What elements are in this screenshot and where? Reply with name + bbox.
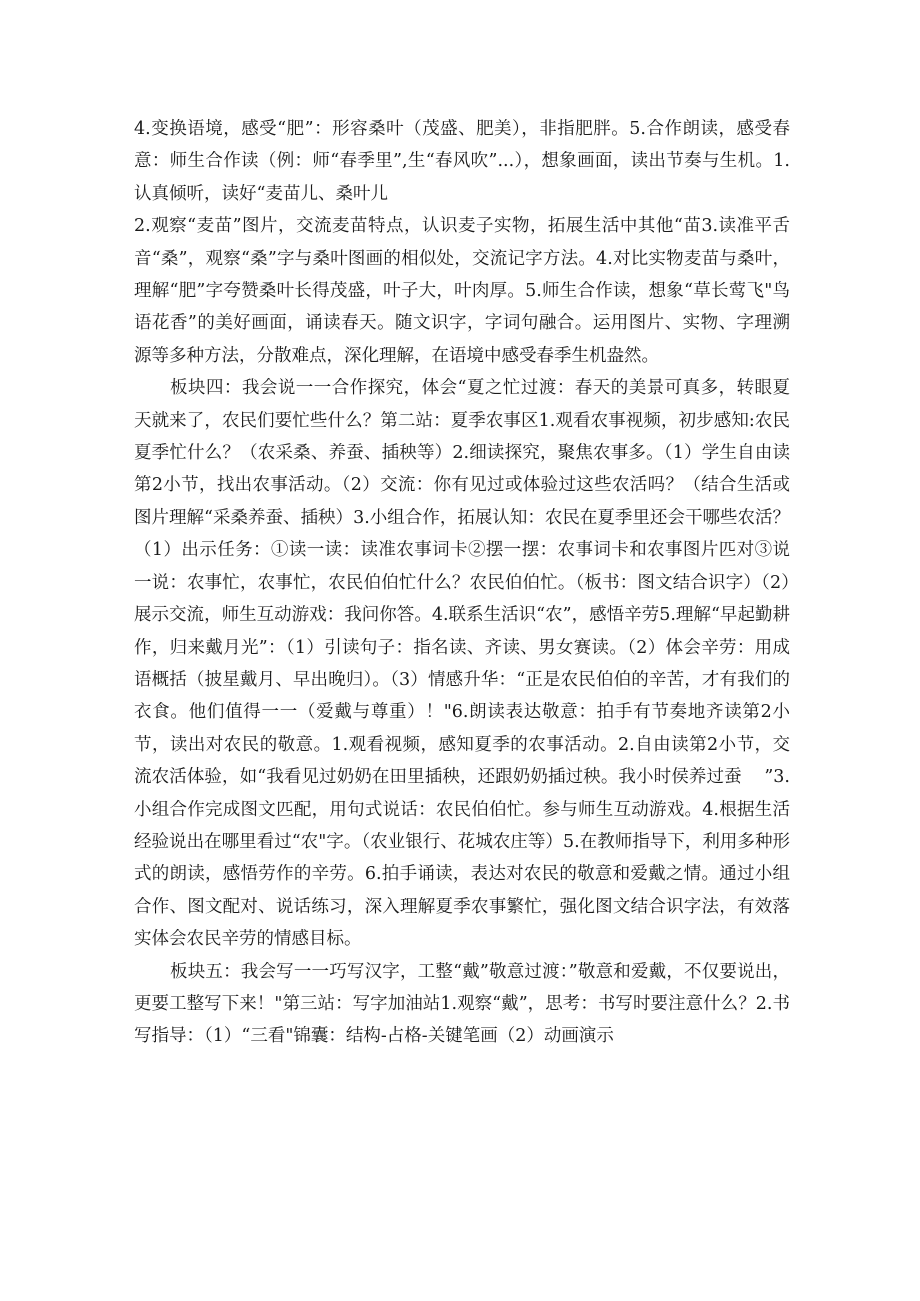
paragraph-intro: 4.变换语境，感受“肥”：形容桑叶（茂盛、肥美），非指肥胖。5.合作朗读，感受春意：师生合作读（例：师“春季里”,生“春风吹”...），想象画面，读出节奏与生机。1.认真倾听，读好“麦苗儿、桑叶儿 — [134, 119, 790, 204]
document-body — [134, 113, 790, 1053]
paragraph-section-four: 板块四：我会说一一合作探究，体会“夏之忙过渡：春天的美景可真多，转眼夏天就来了，农民们要忙些什么？第二站：夏季农事区1.观看农事视频，初步感知:农民夏季忙什么？（农采桑、养蚕、插秧等）2.细读探究，聚焦农事多。（1）学生自由读第2小节，找出农事活动。（2）交流：你有见过或体验过这些农活吗？（结合生活或图片理解“采桑养蚕、插秧）3.小组合作，拓展认知：农民在夏季里还会干哪些农活？（1）出示任务：①读一读：读准农事词卡②摆一摆：农事词卡和农事图片匹对③说一说：农事忙，农事忙，农民伯伯忙什么？农民伯伯忙。（板书：图文结合识字）（2）展示交流，师生互动游戏：我问你答。4.联系生活识“农”，感悟辛劳5.理解“早起勤耕作，归来戴月光”：（1）引读句子：指名读、齐读、男女赛读。（2）体会辛劳：用成语概括（披星戴月、早出晚归）。（3）情感升华：“正是农民伯伯的辛苦，才有我们的衣食。他们值得一一（爱戴与尊重）！"6.朗读表达敬意：拍手有节奏地齐读第2小节，读出对农民的敬意。1.观看视频，感知夏季的农事活动。2.自由读第2小节，交流农活体验，如“我看见过奶奶在田里插秧，还跟奶奶插过秧。我小时侯养过蚕 ”3.小组合作完成图文匹配，用句式说话：农民伯伯忙。参与师生互动游戏。4.根据生活经验说出在哪里看过“农"字。（农业银行、花城农庄等）5.在教师指导下，利用多种形式的朗读，感悟劳作的辛劳。6.拍手诵读，表达对农民的敬意和爱戴之情。通过小组合作、图文配对、说话练习，深入理解夏季农事繁忙，强化图文结合识字法，有效落实体会农民辛劳的情感目标。 — [134, 378, 790, 950]
paragraph-literacy: 2.观察“麦苗”图片，交流麦苗特点，认识麦子实物，拓展生活中其他“苗3.读准平舌音“桑”，观察“桑”字与桑叶图画的相似处，交流记字方法。4.对比实物麦苗与桑叶，理解“肥”字夸赞桑叶长得茂盛，叶子大，叶肉厚。5.师生合作读，想象“草长莺飞"鸟语花香”的美好画面，诵读春天。随文识字，字词句融合。运用图片、实物、字理溯源等多种方法，分散难点，深化理解，在语境中感受春季生机盎然。 — [134, 216, 790, 366]
paragraph-section-five: 板块五：我会写一一巧写汉字，工整“戴”敬意过渡：”敬意和爱戴，不仅要说出，更要工整写下来！"第三站：写字加油站1.观察“戴”，思考：书写时要注意什么？2.书写指导：（1）“三看"锦囊：结构-占格-关键笔画（2）动画演示 — [134, 961, 790, 1047]
